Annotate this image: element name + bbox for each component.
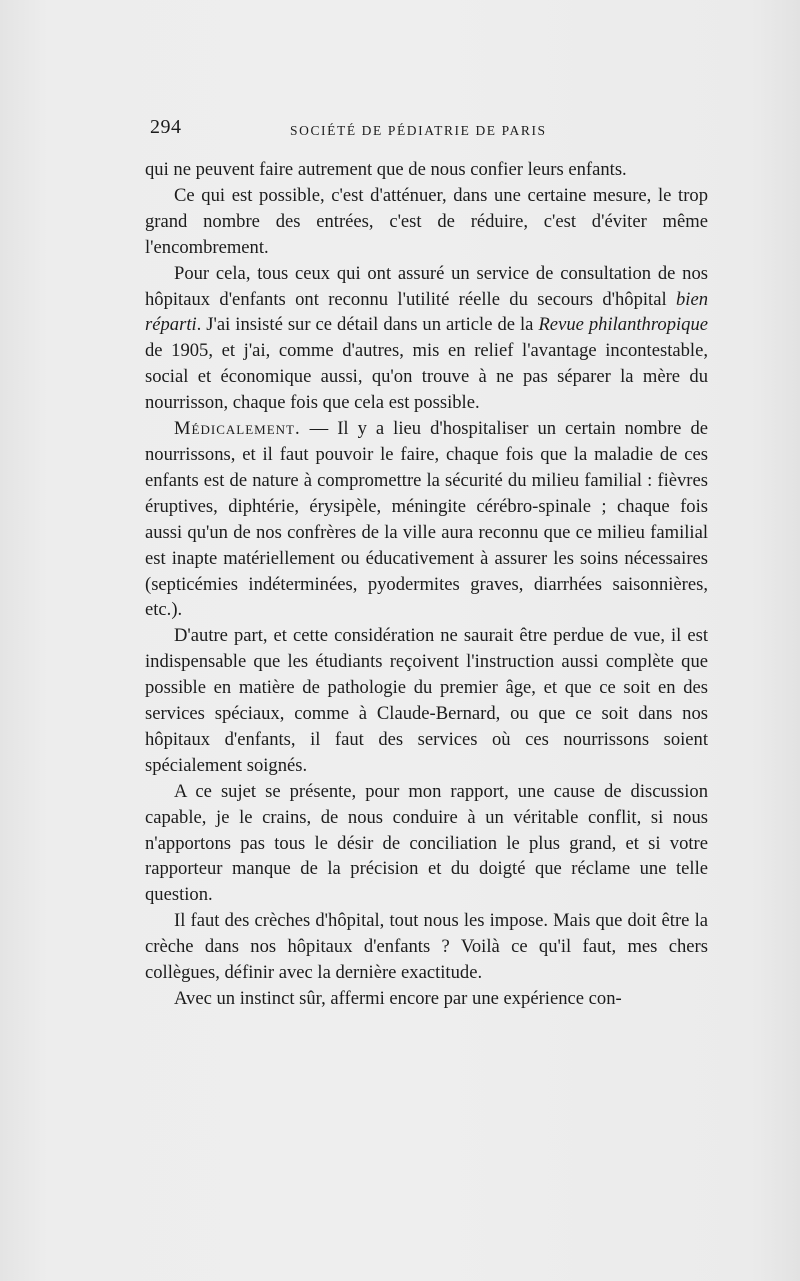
paragraph-7 bbox=[145, 908, 708, 986]
paragraph-4 bbox=[145, 416, 708, 623]
section-lead-medicalement: Médicalement. bbox=[174, 418, 301, 440]
paragraph-2-text: Ce qui est possible, c'est d'atténuer, dans une certaine mesure, le trop grand nombre des entrées, c'est de réduire, c'est d'éviter même l'encombrement. bbox=[145, 184, 708, 258]
paragraph-2 bbox=[145, 183, 708, 261]
paragraph-8-text: Avec un instinct sûr, affermi encore par une expérience con- bbox=[174, 988, 622, 1009]
paragraph-3-text-b: . J'ai insisté sur ce détail dans un article de la bbox=[196, 314, 539, 336]
paragraph-3-text-c: de 1905, et j'ai, comme d'autres, mis en relief l'avantage incontestable, social et économique aussi, qu'on trouve à ne pas séparer la mère du nourrisson, chaque fois que cela est possible. bbox=[145, 340, 708, 414]
paragraph-5 bbox=[145, 623, 708, 778]
page-header bbox=[150, 116, 710, 146]
paragraph-8 bbox=[145, 986, 708, 1012]
paragraph-6 bbox=[145, 779, 708, 909]
paragraph-4-text: — Il y a lieu d'hospitaliser un certain nombre de nourrissons, et il faut pouvoir le faire, chaque fois que la maladie de ces enfants est de nature à compromettre la sécurité du milieu familial : fièvres éruptives, diphtérie, érysipèle, méningite cérébro-spinale ; chaque fois aussi qu'un de nos confrères de la ville aura reconnu que ce milieu familial est inapte matériellement ou éducativement à assurer les soins nécessaires (septicémies indéterminées, pyodermites graves, diarrhées saisonnières, etc.). bbox=[145, 418, 708, 621]
body-text bbox=[145, 157, 708, 1012]
italic-bien-reparti: bien réparti bbox=[145, 288, 708, 336]
paragraph-5-text: D'autre part, et cette considération ne saurait être perdue de vue, il est indispensable que les étudiants reçoivent l'instruction aussi complète que possible en matière de pathologie du premier âge, et que ce soit en des services spéciaux, comme à Claude-Bernard, ou que ce soit dans nos hôpitaux d'enfants, il faut des services où ces nourrissons soient spécialement soignés. bbox=[145, 625, 708, 776]
italic-revue-philanthropique: Revue philanthropique bbox=[538, 314, 708, 336]
paragraph-7-text: Il faut des crèches d'hôpital, tout nous les impose. Mais que doit être la crèche dans nos hôpitaux d'enfants ? Voilà ce qu'il faut, mes chers collègues, définir avec la dernière exactitude. bbox=[145, 910, 708, 984]
paragraph-1-text: qui ne peuvent faire autrement que de nous confier leurs enfants. bbox=[145, 159, 627, 180]
page-number: 294 bbox=[150, 116, 182, 138]
paragraph-6-text: A ce sujet se présente, pour mon rapport, une cause de discussion capable, je le crains, de nous conduire à un véritable conflit, si nous n'apportons pas tous le désir de conciliation le plus grand, et si votre rapporteur manque de la précision et du doigté que réclame une telle question. bbox=[145, 780, 708, 906]
running-title: SOCIÉTÉ DE PÉDIATRIE DE PARIS bbox=[290, 123, 547, 138]
paragraph-3-text-a: Pour cela, tous ceux qui ont assuré un service de consultation de nos hôpitaux d'enfants ont reconnu l'utilité réelle du secours d'hôpital bbox=[145, 262, 708, 310]
paragraph-3 bbox=[145, 261, 708, 416]
paragraph-1 bbox=[145, 157, 708, 183]
